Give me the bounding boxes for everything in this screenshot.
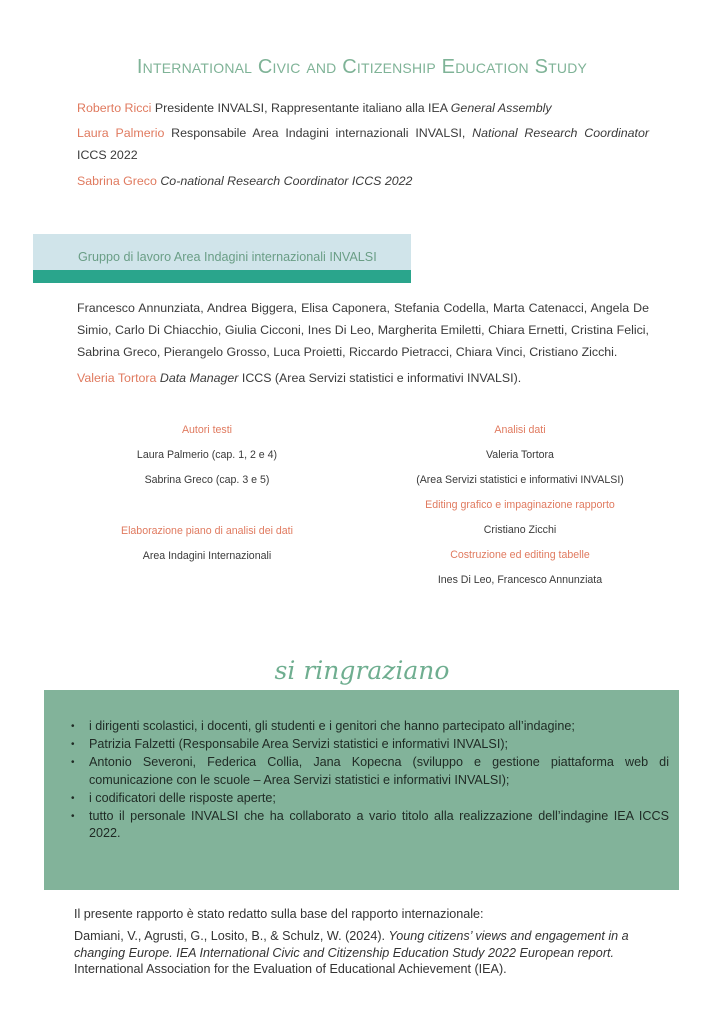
citation-title: Young citizens’ views and engagement in a changing Europe. IEA International Civic and Citizenship Education Study 2022 European report. xyxy=(74,929,629,960)
data-manager-tail: ICCS (Area Servizi statistici e informativi INVALSI). xyxy=(241,371,522,385)
tables-names: Ines Di Leo, Francesco Annunziata xyxy=(437,574,603,586)
editing-name: Cristiano Zicchi xyxy=(483,524,557,536)
list-item xyxy=(71,790,669,808)
roles-right-column xyxy=(385,418,655,593)
analysis-org: (Area Servizi statistici e informativi INVALSI) xyxy=(416,474,624,486)
list-item-text: i dirigenti scolastici, i docenti, gli studenti e i genitori che hanno partecipato all’indagine; xyxy=(89,719,575,733)
authors-heading: Autori testi xyxy=(181,424,233,436)
roles-left-plan xyxy=(72,519,342,569)
data-manager-role: Data Manager xyxy=(159,371,239,385)
bullet-icon: • xyxy=(71,792,75,804)
analysis-name: Valeria Tortora xyxy=(486,449,554,461)
bullet-icon: • xyxy=(71,739,75,750)
credit-name: Laura Palmerio xyxy=(77,126,165,140)
bullet-icon: • xyxy=(71,810,75,822)
list-item-text: Patrizia Falzetti (Responsabile Area Servizi statistici e informativi INVALSI); xyxy=(89,737,509,751)
thanks-box xyxy=(44,690,679,890)
credit-role: Responsabile Area Indagini internazionali INVALSI, xyxy=(171,126,466,140)
list-item-text: Antonio Severoni, Federica Collia, Jana Kopecna (sviluppo e gestione piattaforma web di comunicazione con le scuole – Area Servizi statistici e informativi INVALSI); xyxy=(89,755,669,787)
editing-heading: Editing grafico e impaginazione rapporto xyxy=(425,499,615,511)
footer-citation xyxy=(74,928,646,978)
plan-heading: Elaborazione piano di analisi dei dati xyxy=(121,525,293,537)
author-1: Laura Palmerio (cap. 1, 2 e 4) xyxy=(136,449,278,461)
thanks-title: si ringraziano xyxy=(274,656,450,685)
credit-role: Presidente INVALSI, Rappresentante italiano alla IEA xyxy=(154,101,448,115)
list-item xyxy=(71,718,669,736)
thanks-list xyxy=(71,718,669,843)
credit-greco xyxy=(77,170,649,192)
tables-heading: Costruzione ed editing tabelle xyxy=(450,549,590,561)
credit-name: Roberto Ricci xyxy=(77,101,152,115)
data-manager xyxy=(77,367,649,389)
citation-authors: Damiani, V., Agrusti, G., Losito, B., & Schulz, W. (2024). xyxy=(74,929,386,943)
credit-ricci xyxy=(77,97,649,119)
author-2: Sabrina Greco (cap. 3 e 5) xyxy=(144,474,270,486)
bullet-icon: • xyxy=(71,721,75,732)
footer-intro: Il presente rapporto è stato redatto sulla base del rapporto internazionale: xyxy=(74,907,484,921)
section-heading: Gruppo di lavoro Area Indagini internazionali INVALSI xyxy=(78,250,377,264)
data-manager-name: Valeria Tortora xyxy=(77,371,157,385)
section-band-strip xyxy=(33,270,411,283)
list-item-text: i codificatori delle risposte aperte; xyxy=(89,790,276,805)
page-title: International Civic and Citizenship Education Study xyxy=(136,56,588,78)
credit-role-italic: National Research Coordinator xyxy=(472,126,649,140)
list-item xyxy=(71,736,669,754)
credit-role-tail: ICCS 2022 xyxy=(77,148,138,162)
credit-role-italic: General Assembly xyxy=(450,101,552,115)
credit-palmerio xyxy=(77,122,649,166)
roles-left-column xyxy=(72,418,342,493)
analysis-heading: Analisi dati xyxy=(494,424,546,436)
citation-publisher: International Association for the Evaluation of Educational Achievement (IEA). xyxy=(74,962,507,976)
plan-value: Area Indagini Internazionali xyxy=(142,550,272,562)
credit-name: Sabrina Greco xyxy=(77,174,157,188)
list-item-text: tutto il personale INVALSI che ha collaborato a vario titolo alla realizzazione dell’indagine IEA ICCS 2022. xyxy=(89,808,669,840)
credit-role-italic: Co-national Research Coordinator ICCS 2022 xyxy=(160,174,413,188)
working-group-members: Francesco Annunziata, Andrea Biggera, Elisa Caponera, Stefania Codella, Marta Catenacci, Angela De Simio, Carlo Di Chiacchio, Giulia Cicconi, Ines Di Leo, Margherita Emiletti, Chiara Ernetti, Cristina Felici, Sabrina Greco, Pierangelo Grosso, Luca Proietti, Riccardo Pietracci, Chiara Vinci, Cristiano Zicchi. xyxy=(77,301,649,359)
list-item xyxy=(71,754,669,789)
list-item xyxy=(71,808,669,843)
bullet-icon: • xyxy=(71,757,75,768)
